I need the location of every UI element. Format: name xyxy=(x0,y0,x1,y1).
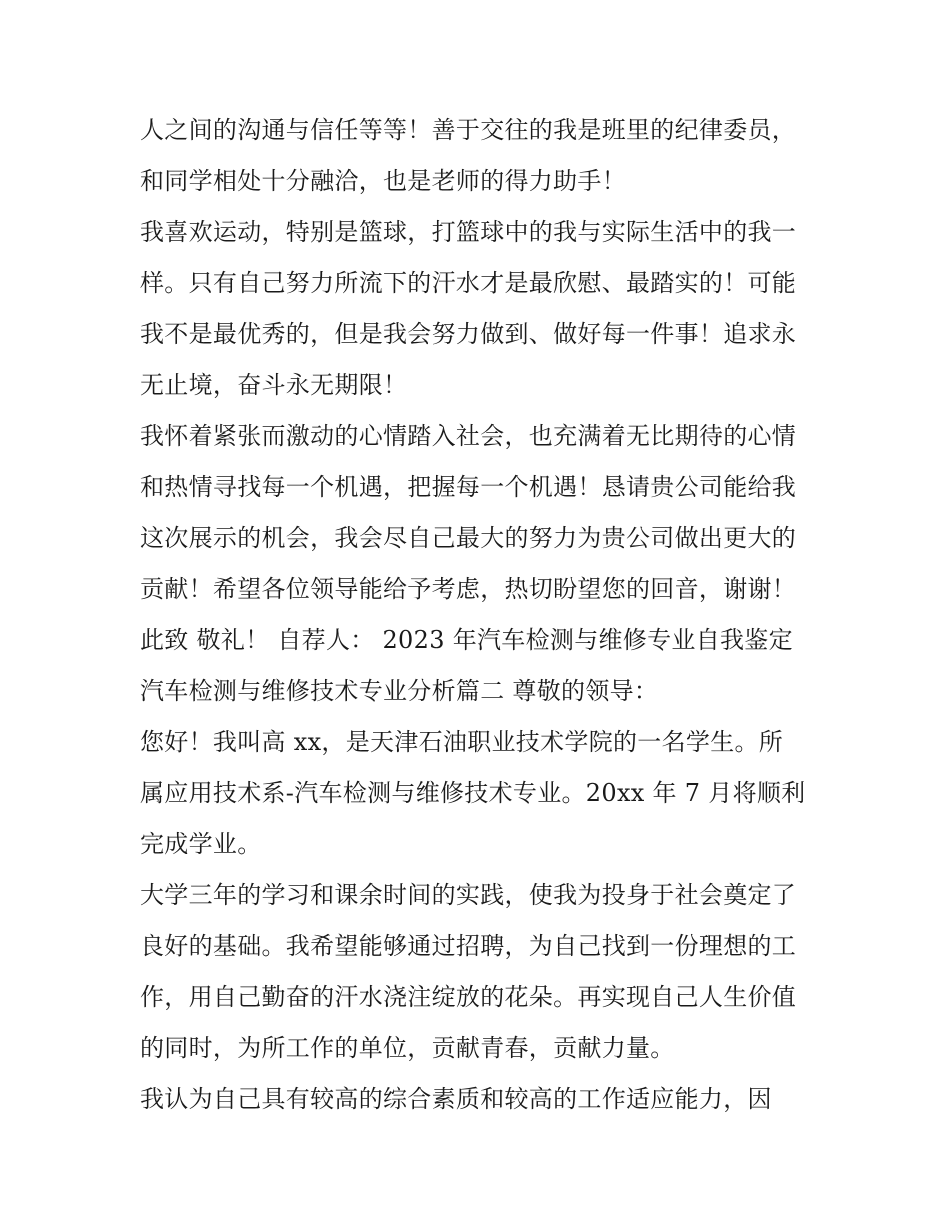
text-line: 作，用自己勤奋的汗水浇注绽放的花朵。再实现自己人生价值 xyxy=(140,983,797,1011)
text-line: 样。只有自己努力所流下的汗水才是最欣慰、最踏实的！可能 xyxy=(140,269,797,297)
document-body xyxy=(140,105,820,1125)
text-line: 的同时，为所工作的单位，贡献青春，贡献力量。 xyxy=(140,1034,675,1062)
text-line: 贡献！希望各位领导能给予考虑，热切盼望您的回音，谢谢！ xyxy=(140,575,797,603)
text-line: 我不是最优秀的，但是我会努力做到、做好每一件事！追求永 xyxy=(140,320,797,348)
text-line: 我怀着紧张而激动的心情踏入社会，也充满着无比期待的心情 xyxy=(140,422,797,450)
text-line: 良好的基础。我希望能够通过招聘，为自己找到一份理想的工 xyxy=(140,932,797,960)
text-line: 属应用技术系-汽车检测与维修技术专业。20xx 年 7 月将顺利 xyxy=(140,779,806,807)
text-line: 无止境，奋斗永无期限！ xyxy=(140,371,408,399)
text-line: 汽车检测与维修技术专业分析篇二 尊敬的领导： xyxy=(140,677,659,705)
text-line: 您好！我叫高 xx，是天津石油职业技术学院的一名学生。所 xyxy=(140,728,784,756)
text-line: 人之间的沟通与信任等等！善于交往的我是班里的纪律委员， xyxy=(140,116,797,144)
text-line: 和热情寻找每一个机遇，把握每一个机遇！恳请贵公司能给我 xyxy=(140,473,797,501)
text-line: 和同学相处十分融洽，也是老师的得力助手！ xyxy=(140,167,626,195)
text-line: 我认为自己具有较高的综合素质和较高的工作适应能力，因 xyxy=(140,1085,772,1113)
text-line: 完成学业。 xyxy=(140,830,262,858)
text-line: 大学三年的学习和课余时间的实践，使我为投身于社会奠定了 xyxy=(140,881,797,909)
text-line: 此致 敬礼！ 自荐人： 2023 年汽车检测与维修专业自我鉴定 xyxy=(140,626,793,654)
text-line: 这次展示的机会，我会尽自己最大的努力为贵公司做出更大的 xyxy=(140,524,797,552)
text-line: 我喜欢运动，特别是篮球，打篮球中的我与实际生活中的我一 xyxy=(140,218,797,246)
